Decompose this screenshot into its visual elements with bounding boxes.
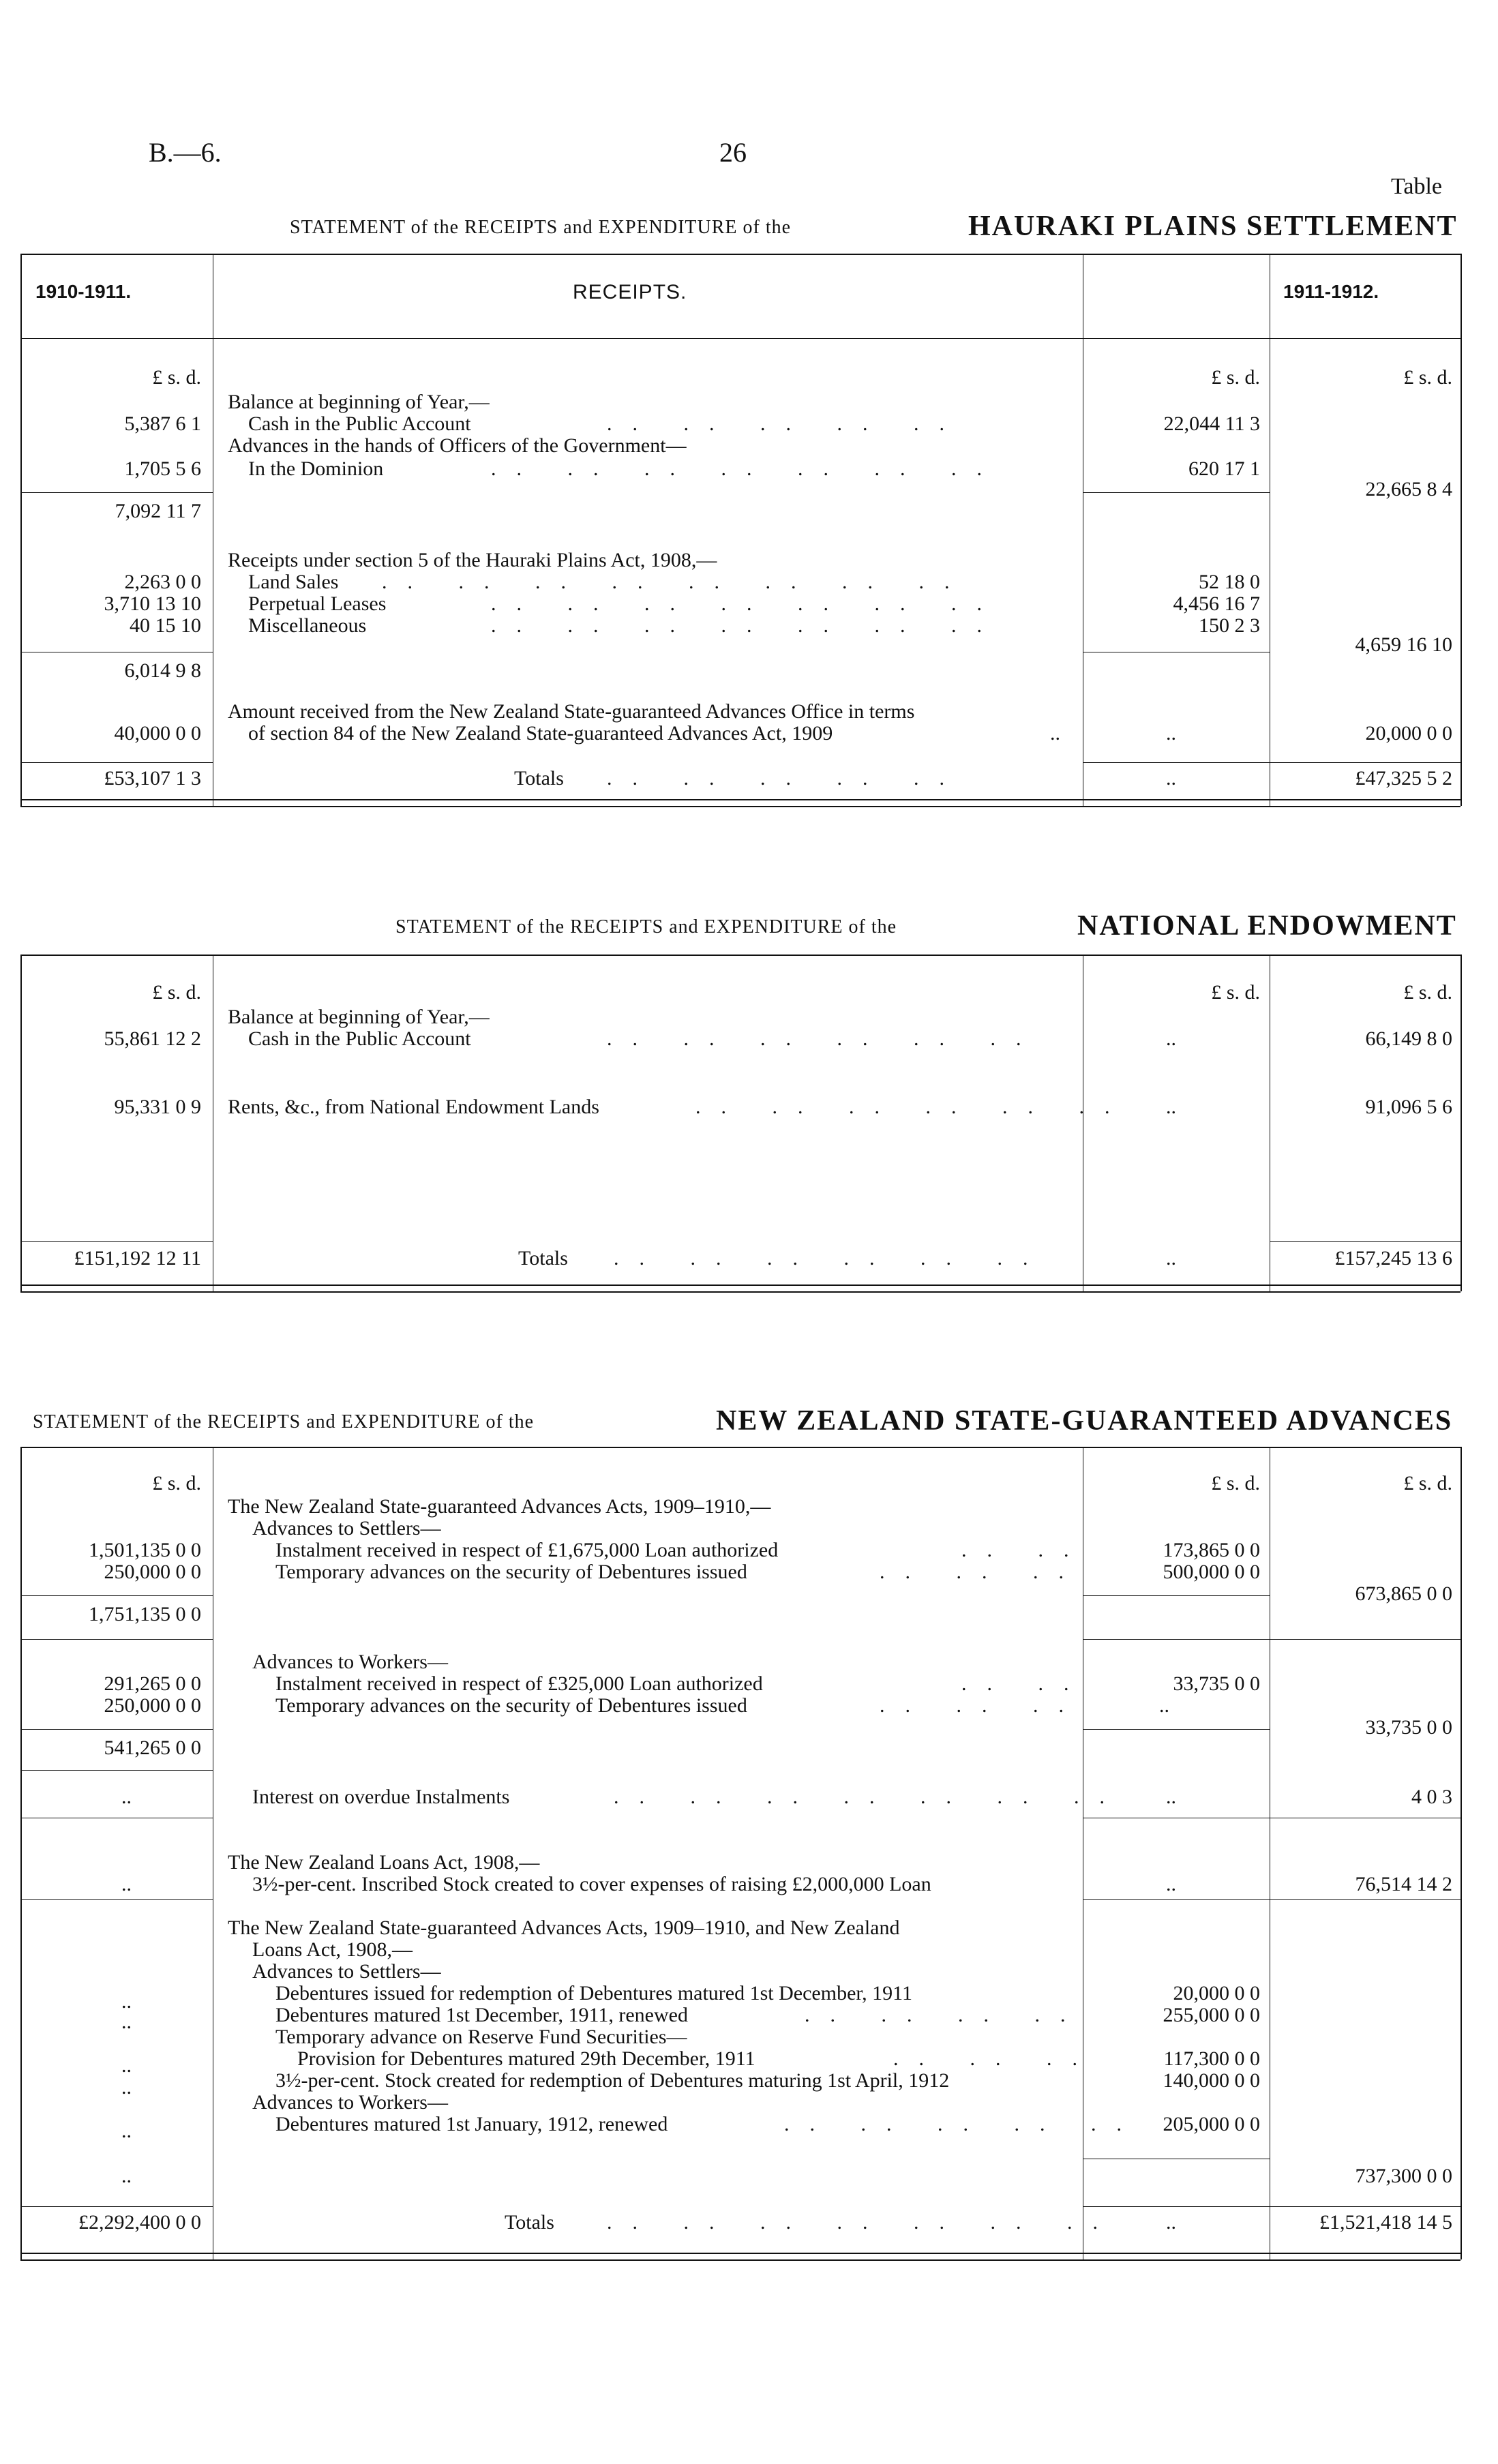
s3-left-blank: .. [121, 2076, 132, 2099]
s1-left-receipts-total: 6,014 9 8 [124, 659, 201, 682]
s3-desc-interest: Interest on overdue Instalments [252, 1786, 510, 1808]
s3-right-workers: 33,735 0 0 [1365, 1716, 1452, 1739]
s3-lsd-mid: £ s. d. [1211, 1472, 1260, 1494]
s1-mid-land: 52 18 0 [1199, 571, 1260, 593]
s2-left-balance: 55,861 12 2 [104, 1027, 201, 1050]
s3-desc-settlers2: Advances to Settlers— [252, 1960, 441, 1983]
s3-desc-workers-2: Temporary advances on the security of Debentures issued [275, 1694, 747, 1717]
s2-desc-rents: Rents, &c., from National Endowment Lands [228, 1096, 599, 1118]
s3-mid-blank: .. [1166, 1873, 1176, 1895]
s3-leader: .. .. .. [880, 1694, 1084, 1717]
s2-statement-heading: STATEMENT of the RECEIPTS and EXPENDITURE of the [395, 916, 897, 937]
s2-right-rents: 91,096 5 6 [1365, 1096, 1452, 1118]
s3-left-blank: .. [121, 2165, 132, 2187]
s1-left-total: £53,107 1 3 [104, 767, 201, 790]
s3-mid-prov: 117,300 0 0 [1163, 2047, 1260, 2070]
s2-lsd-mid: £ s. d. [1211, 981, 1260, 1004]
s3-left-blank: .. [121, 2054, 132, 2077]
s3-right-stock: 76,514 14 2 [1355, 1873, 1452, 1895]
s3-leader: .. .. .. .. .. .. .. [614, 1786, 1125, 1808]
s3-lsd-left: £ s. d. [152, 1472, 201, 1494]
s3-desc-acts2-1: The New Zealand State-guaranteed Advances Acts, 1909–1910, and New Zealand [228, 1917, 900, 1939]
s2-desc-cash: Cash in the Public Account [248, 1027, 471, 1050]
s2-leader: .. .. .. .. .. .. [695, 1096, 1130, 1118]
s2-leader: .. .. .. .. .. .. [614, 1247, 1049, 1269]
s3-desc-deb1: Debentures issued for redemption of Debentures matured 1st December, 1911 [275, 1982, 913, 2004]
s1-right-amount: 20,000 0 0 [1365, 722, 1452, 745]
s3-mid-deb3: 205,000 0 0 [1163, 2113, 1260, 2135]
s3-desc-acts2-2: Loans Act, 1908,— [252, 1938, 413, 1961]
s1-left-dominion: 1,705 5 6 [124, 457, 201, 480]
s2-desc-balance: Balance at beginning of Year,— [228, 1006, 490, 1028]
s3-left-blank: .. [121, 1786, 132, 1808]
s2-left-rents: 95,331 0 9 [114, 1096, 201, 1118]
s3-left-blank: .. [121, 2120, 132, 2142]
s3-desc-deb2: Debentures matured 1st December, 1911, renewed [275, 2004, 688, 2026]
s2-right-total: £157,245 13 6 [1334, 1247, 1452, 1269]
s3-desc-workers-1: Instalment received in respect of £325,000 Loan authorized [275, 1672, 763, 1695]
s1-leader: .. .. .. .. .. [607, 767, 965, 790]
s3-mid-blank: .. [1159, 1694, 1169, 1717]
s3-left-total: £2,292,400 0 0 [78, 2211, 201, 2234]
s1-col-1911: 1911-1912. [1283, 281, 1379, 302]
s1-statement-heading: STATEMENT of the RECEIPTS and EXPENDITURE of the [290, 217, 792, 238]
s3-left-settlers-2: 250,000 0 0 [104, 1561, 201, 1583]
s3-left-workers-2: 250,000 0 0 [104, 1694, 201, 1717]
s3-right-settlers: 673,865 0 0 [1355, 1582, 1452, 1605]
s3-left-blank: .. [121, 1990, 132, 2013]
s3-desc-stock2: 3½-per-cent. Stock created for redemption of Debentures maturing 1st April, 1912 [275, 2069, 950, 2092]
s3-left-workers-total: 541,265 0 0 [104, 1737, 201, 1759]
s1-col-1910: 1910-1911. [35, 281, 132, 302]
s2-right-balance: 66,149 8 0 [1365, 1027, 1452, 1050]
s3-mid-deb1: 20,000 0 0 [1173, 1982, 1260, 2004]
s1-desc-amount-1: Amount received from the New Zealand State-guaranteed Advances Office in terms [228, 700, 915, 723]
s1-left-balance-total: 7,092 11 7 [115, 500, 201, 522]
s1-leader: .. .. .. .. .. .. .. .. [382, 571, 970, 593]
s1-leader: .. .. .. .. .. .. .. [491, 457, 1002, 480]
s2-title: NATIONAL ENDOWMENT [1077, 910, 1457, 942]
s3-left-blank: .. [121, 2011, 132, 2033]
s1-desc-misc: Miscellaneous [248, 614, 367, 637]
s1-mid-perpetual: 4,456 16 7 [1173, 592, 1260, 615]
s3-desc-temp: Temporary advance on Reserve Fund Securities— [275, 2026, 687, 2048]
s3-mid-settlers-2: 500,000 0 0 [1163, 1561, 1260, 1583]
s1-leader: .. .. .. .. .. .. .. [491, 592, 1002, 615]
s1-left-cash: 5,387 6 1 [124, 412, 201, 435]
s2-leader: .. .. .. .. .. .. [607, 1027, 1042, 1050]
s3-leader: .. .. .. .. .. .. .. [607, 2211, 1118, 2234]
s1-left-land: 2,263 0 0 [124, 571, 201, 593]
s3-desc-totals: Totals [505, 2211, 554, 2234]
s1-mid-dominion: 620 17 1 [1188, 457, 1260, 480]
s1-title: HAURAKI PLAINS SETTLEMENT [968, 211, 1458, 242]
s1-leader: .. .. .. .. .. .. .. [491, 614, 1002, 637]
s3-desc-prov: Provision for Debentures matured 29th December, 1911 [297, 2047, 755, 2070]
s3-right-total: £1,521,418 14 5 [1319, 2211, 1452, 2234]
s1-leader: .. .. .. .. .. [607, 412, 965, 435]
s1-mid-blank: .. [1166, 767, 1176, 790]
s3-lsd-right: £ s. d. [1403, 1472, 1452, 1494]
s3-desc-loans: The New Zealand Loans Act, 1908,— [228, 1851, 540, 1874]
s3-mid-deb2: 255,000 0 0 [1163, 2004, 1260, 2026]
s3-leader: .. .. .. [893, 2047, 1098, 2070]
s1-lsd-left: £ s. d. [152, 366, 201, 389]
s1-left-perpetual: 3,710 13 10 [104, 592, 201, 615]
s3-statement-heading: STATEMENT of the RECEIPTS and EXPENDITURE of the [33, 1411, 535, 1432]
s1-desc-advances: Advances in the hands of Officers of the Government— [228, 434, 687, 457]
s3-leader: .. .. [961, 1672, 1090, 1695]
s3-mid-blank: .. [1166, 2211, 1176, 2234]
s2-mid-blank: .. [1166, 1096, 1176, 1118]
s3-left-blank: .. [121, 1873, 132, 1895]
s3-desc-stock: 3½-per-cent. Inscribed Stock created to cover expenses of raising £2,000,000 Loan [252, 1873, 931, 1895]
s3-desc-settlers-2: Temporary advances on the security of Debentures issued [275, 1561, 747, 1583]
s1-leader: .. [1050, 722, 1060, 745]
table-label: Table [1391, 174, 1443, 199]
s1-desc-receipts: Receipts under section 5 of the Hauraki Plains Act, 1908,— [228, 549, 717, 571]
page-number: 26 [719, 137, 747, 168]
s3-desc-workers: Advances to Workers— [252, 1651, 448, 1673]
s3-mid-settlers-1: 173,865 0 0 [1163, 1539, 1260, 1561]
s3-title: NEW ZEALAND STATE-GUARANTEED ADVANCES [716, 1405, 1453, 1437]
s1-desc-dominion: In the Dominion [248, 457, 384, 480]
s2-lsd-left: £ s. d. [152, 981, 201, 1004]
s3-leader: .. .. .. [880, 1561, 1084, 1583]
s1-desc-amount-2: of section 84 of the New Zealand State-guaranteed Advances Act, 1909 [248, 722, 833, 745]
s1-mid-blank: .. [1166, 722, 1176, 745]
s1-left-amount: 40,000 0 0 [114, 722, 201, 745]
s3-right-interest: 4 0 3 [1411, 1786, 1452, 1808]
s1-desc-cash: Cash in the Public Account [248, 412, 471, 435]
s3-right-acts2: 737,300 0 0 [1355, 2165, 1452, 2187]
s1-mid-cash: 22,044 11 3 [1163, 412, 1260, 435]
s1-desc-perpetual: Perpetual Leases [248, 592, 387, 615]
s1-lsd-mid: £ s. d. [1211, 366, 1260, 389]
s1-lsd-right: £ s. d. [1403, 366, 1452, 389]
s3-desc-deb3: Debentures matured 1st January, 1912, renewed [275, 2113, 668, 2135]
s3-desc-acts: The New Zealand State-guaranteed Advances Acts, 1909–1910,— [228, 1495, 771, 1518]
s1-right-total: £47,325 5 2 [1355, 767, 1452, 790]
document-reference: B.—6. [149, 137, 222, 168]
s3-mid-stock2: 140,000 0 0 [1163, 2069, 1260, 2092]
s3-desc-settlers-1: Instalment received in respect of £1,675,000 Loan authorized [275, 1539, 779, 1561]
s2-desc-totals: Totals [518, 1247, 568, 1269]
s2-left-total: £151,192 12 11 [74, 1247, 201, 1269]
s3-leader: .. .. [961, 1539, 1090, 1561]
s1-col-receipts: RECEIPTS. [573, 281, 687, 303]
s3-desc-workers2: Advances to Workers— [252, 2091, 448, 2114]
s3-leader: .. .. .. .. [805, 2004, 1086, 2026]
s3-left-settlers-total: 1,751,135 0 0 [89, 1603, 201, 1625]
s1-left-misc: 40 15 10 [130, 614, 201, 637]
s2-mid-blank: .. [1166, 1247, 1176, 1269]
s2-lsd-right: £ s. d. [1403, 981, 1452, 1004]
s1-desc-balance: Balance at beginning of Year,— [228, 391, 490, 413]
s3-leader: .. .. .. .. .. [784, 2113, 1142, 2135]
s1-mid-misc: 150 2 3 [1199, 614, 1260, 637]
s1-right-balance: 22,665 8 4 [1365, 478, 1452, 500]
s3-left-workers-1: 291,265 0 0 [104, 1672, 201, 1695]
s3-mid-workers-1: 33,735 0 0 [1173, 1672, 1260, 1695]
s2-mid-blank: .. [1166, 1027, 1176, 1050]
s1-desc-totals: Totals [514, 767, 564, 790]
s1-right-receipts: 4,659 16 10 [1355, 633, 1452, 656]
s3-mid-blank: .. [1166, 1786, 1176, 1808]
s1-desc-land: Land Sales [248, 571, 339, 593]
s3-left-settlers-1: 1,501,135 0 0 [89, 1539, 201, 1561]
s3-desc-settlers: Advances to Settlers— [252, 1517, 441, 1539]
